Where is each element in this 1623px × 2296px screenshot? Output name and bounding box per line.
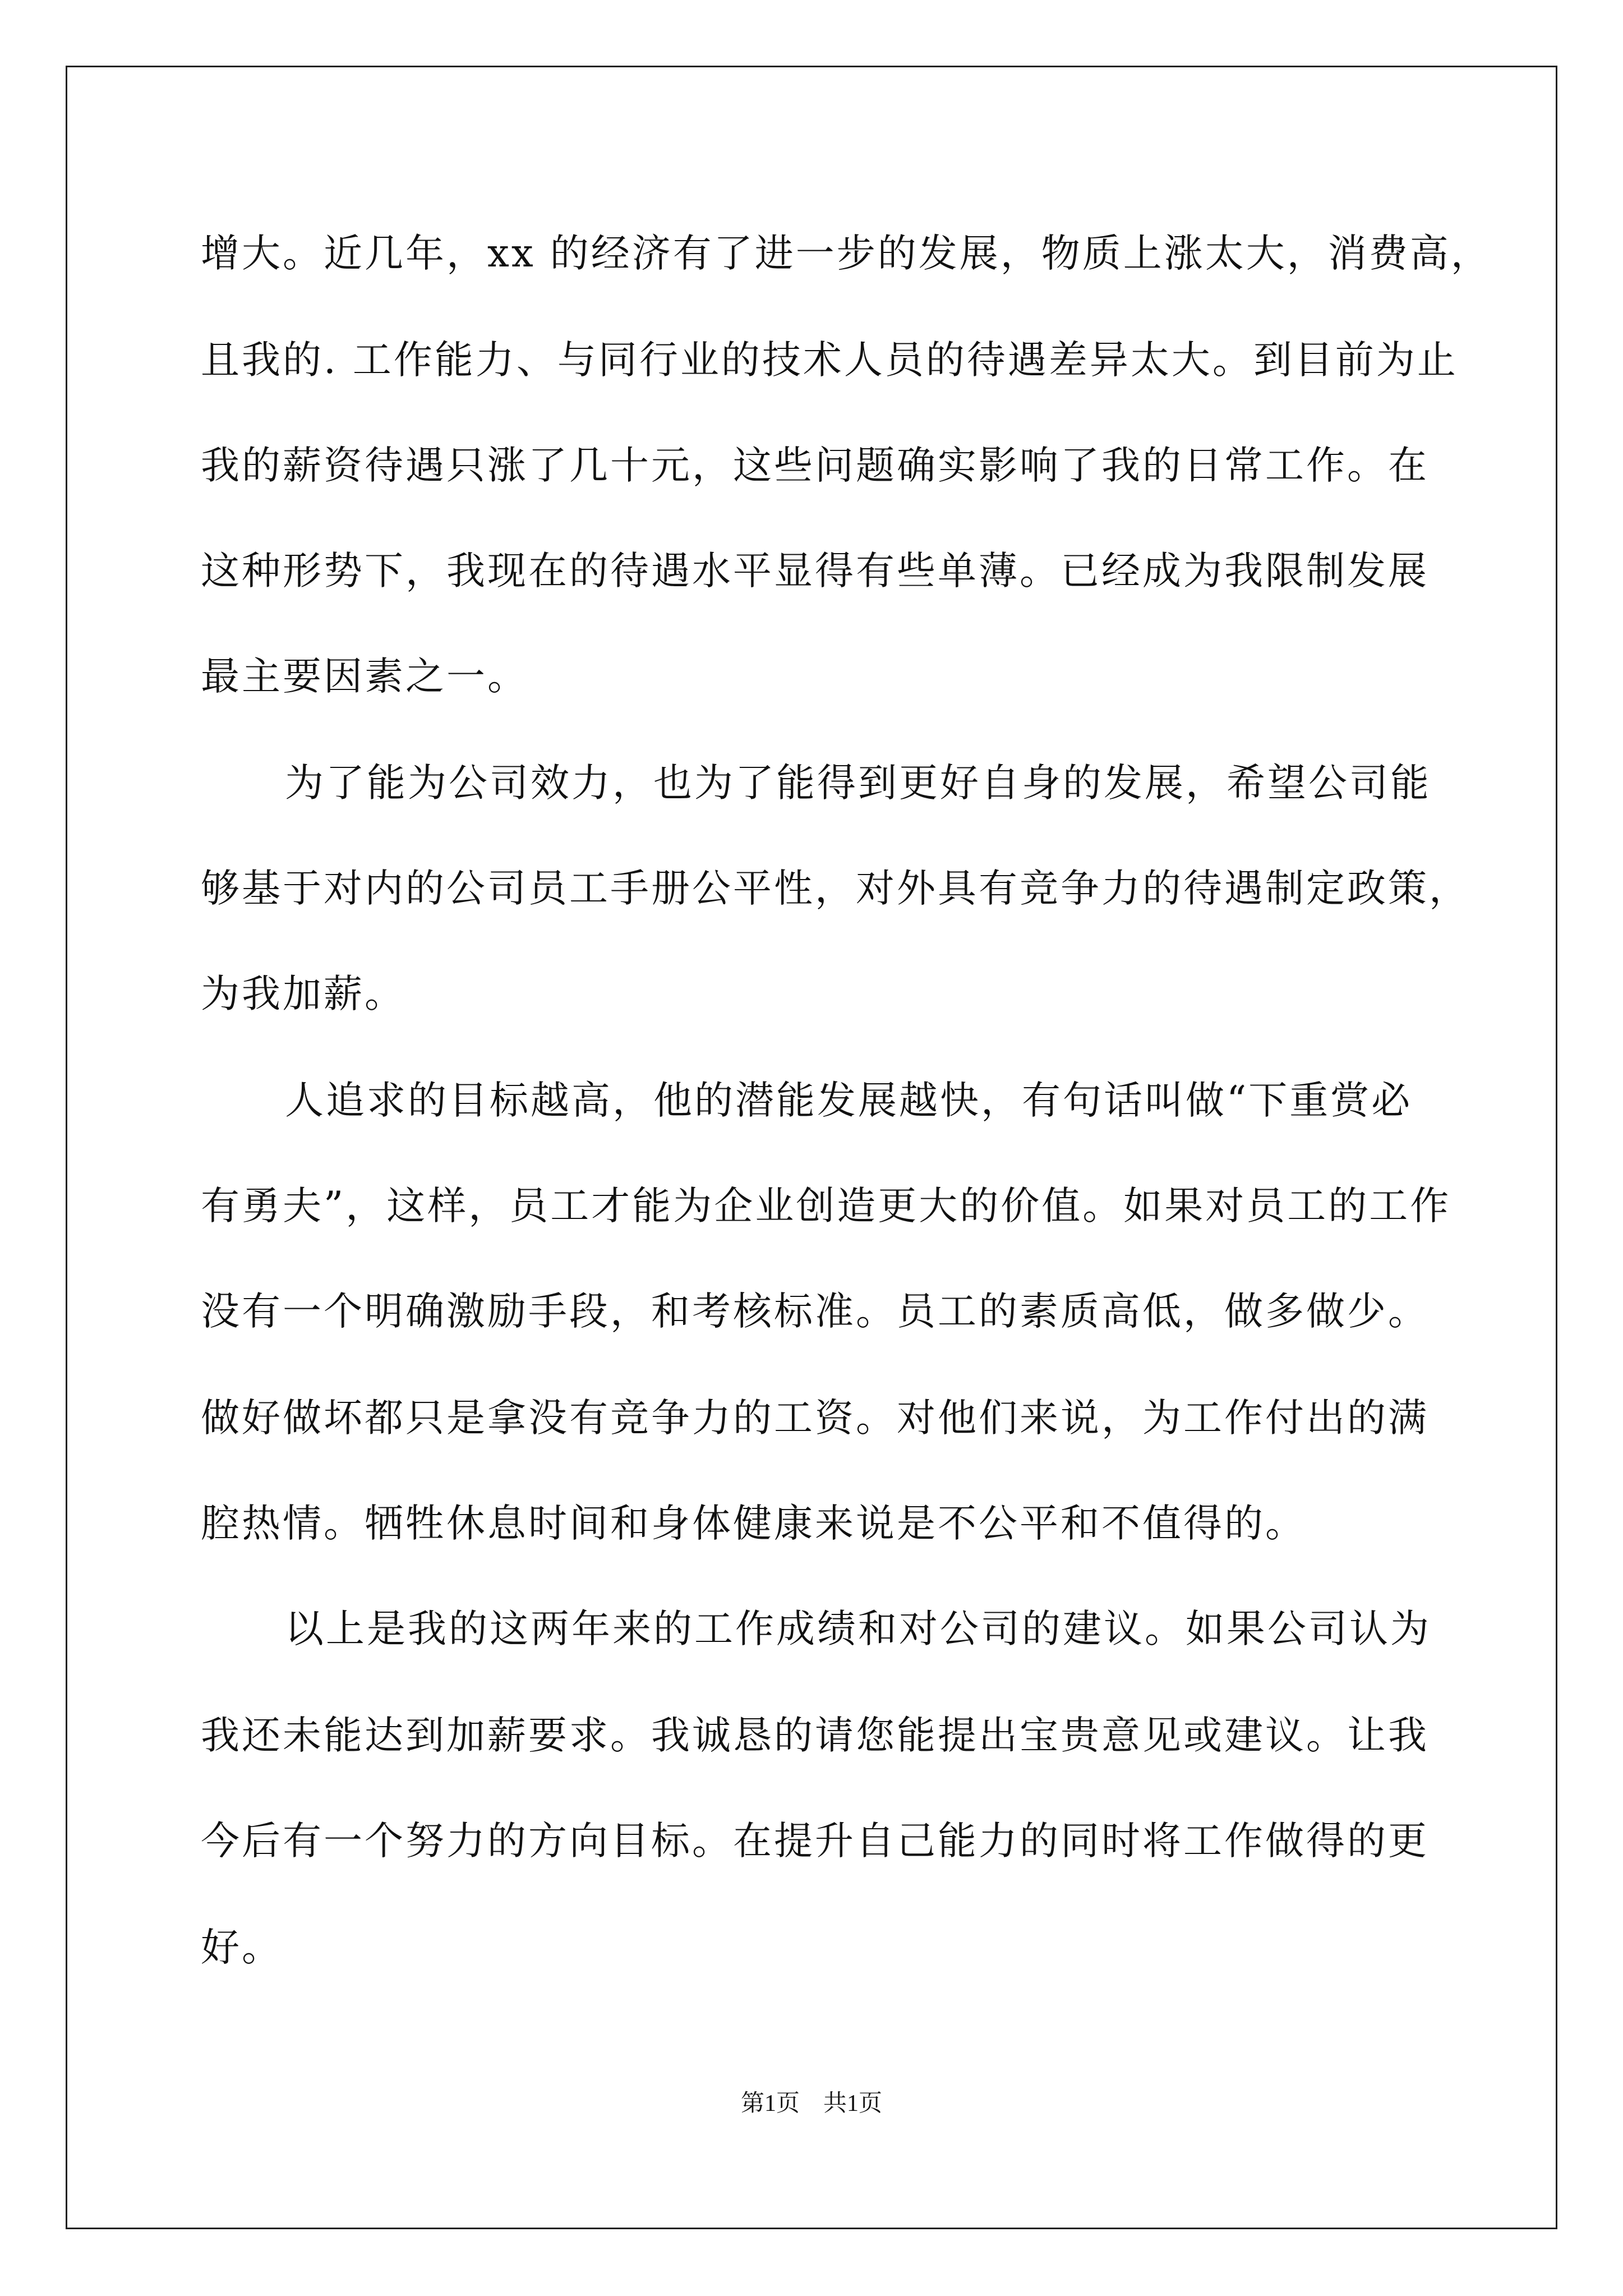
- body-text-line: 人追求的目标越高，他的潜能发展越快，有句话叫做“下重赏必: [285, 1078, 1413, 1123]
- body-text-line: 以上是我的这两年来的工作成绩和对公司的建议。如果公司认为: [285, 1607, 1431, 1651]
- body-text-line: 今后有一个努力的方向目标。在提升自己能力的同时将工作做得的更: [201, 1819, 1429, 1864]
- body-text-line: 够基于对内的公司员工手册公平性，对外具有竞争力的待遇制定政策，: [201, 866, 1470, 911]
- body-text-line: 我还未能达到加薪要求。我诚恳的请您能提出宝贵意见或建议。让我: [201, 1713, 1429, 1758]
- page-number-footer: 第1页 共1页: [740, 2091, 882, 2116]
- body-text-line: 有勇夫”，这样，员工才能为企业创造更大的价值。如果对员工的工作: [201, 1184, 1451, 1228]
- body-text-line: 且我的. 工作能力、与同行业的技术人员的待遇差异太大。到目前为止: [201, 338, 1458, 383]
- body-text-line: 腔热情。牺牲休息时间和身体健康来说是不公平和不值得的。: [201, 1501, 1306, 1546]
- body-text-line: 没有一个明确激励手段，和考核标准。员工的素质高低，做多做少。: [201, 1289, 1429, 1334]
- body-text-line: 增大。近几年，xx 的经济有了进一步的发展，物质上涨太大，消费高，: [201, 231, 1492, 276]
- body-text-line: 最主要因素之一。: [201, 654, 528, 699]
- body-text-line: 做好做坏都只是拿没有竞争力的工资。对他们来说，为工作付出的满: [201, 1396, 1429, 1441]
- body-text-line: 为我加薪。: [201, 972, 405, 1016]
- body-text-line: 这种形势下，我现在的待遇水平显得有些单薄。已经成为我限制发展: [201, 549, 1429, 593]
- page-border: [66, 66, 1557, 2229]
- body-text-line: 好。: [201, 1925, 283, 1970]
- body-text-line: 我的薪资待遇只涨了几十元，这些问题确实影响了我的日常工作。在: [201, 443, 1429, 488]
- body-text-line: 为了能为公司效力，也为了能得到更好自身的发展，希望公司能: [285, 761, 1431, 806]
